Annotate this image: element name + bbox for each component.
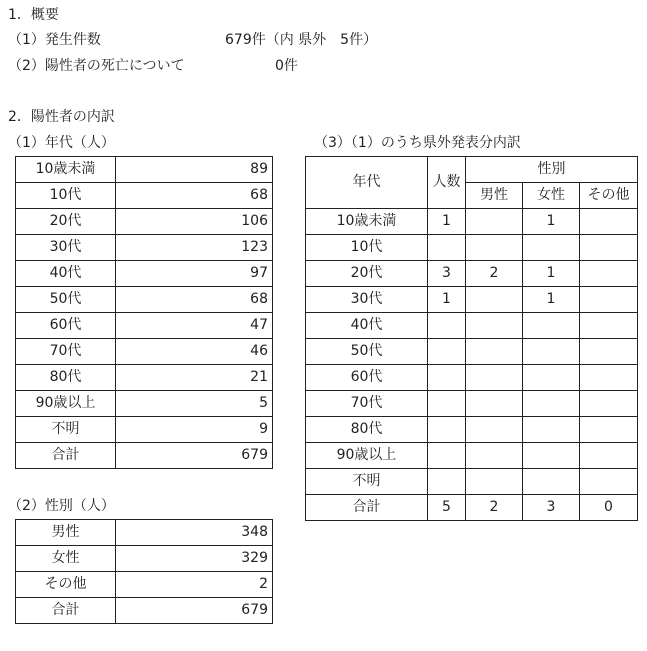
pref-cell-count (428, 391, 466, 417)
pref-row (306, 495, 638, 521)
pref-cell-count (428, 417, 466, 443)
age-row-label: 50代 (16, 287, 116, 313)
pref-header-other: その他 (580, 183, 638, 209)
pref-cell-male (466, 339, 523, 365)
pref-header-sex: 性別 (466, 157, 638, 183)
pref-cell-age: 10代 (306, 235, 428, 261)
sex-row (16, 572, 273, 598)
pref-cell-other (580, 469, 638, 495)
pref-cell-other (580, 443, 638, 469)
pref-cell-count: 3 (428, 261, 466, 287)
age-row-value: 68 (116, 183, 273, 209)
age-row-value: 5 (116, 391, 273, 417)
pref-row (306, 261, 638, 287)
pref-cell-female (523, 339, 580, 365)
pref-header-age: 年代 (306, 157, 428, 209)
pref-row (306, 443, 638, 469)
sex-row-value: 329 (116, 546, 273, 572)
pref-cell-age: 10歳未満 (306, 209, 428, 235)
pref-cell-other (580, 235, 638, 261)
age-row (16, 391, 273, 417)
case-count-value: 679件（内 県外 5件） (225, 32, 378, 48)
age-row-label: 不明 (16, 417, 116, 443)
pref-cell-count (428, 339, 466, 365)
age-row-label: 60代 (16, 313, 116, 339)
pref-row (306, 339, 638, 365)
pref-cell-age: 不明 (306, 469, 428, 495)
pref-cell-count (428, 313, 466, 339)
pref-cell-age: 30代 (306, 287, 428, 313)
sex-row (16, 598, 273, 624)
pref-cell-other: 0 (580, 495, 638, 521)
pref-cell-female (523, 391, 580, 417)
pref-cell-male (466, 365, 523, 391)
age-row-value: 106 (116, 209, 273, 235)
pref-cell-age: 70代 (306, 391, 428, 417)
pref-cell-female: 1 (523, 287, 580, 313)
pref-cell-age: 60代 (306, 365, 428, 391)
age-row-label: 80代 (16, 365, 116, 391)
pref-cell-female: 1 (523, 261, 580, 287)
age-row-label: 70代 (16, 339, 116, 365)
age-row-label: 10歳未満 (16, 157, 116, 183)
pref-cell-count: 5 (428, 495, 466, 521)
pref-row (306, 469, 638, 495)
pref-cell-male (466, 313, 523, 339)
age-row-value: 97 (116, 261, 273, 287)
pref-cell-count (428, 443, 466, 469)
age-row (16, 443, 273, 469)
age-row-value: 89 (116, 157, 273, 183)
age-row (16, 339, 273, 365)
pref-cell-age: 40代 (306, 313, 428, 339)
age-row (16, 417, 273, 443)
age-row (16, 261, 273, 287)
pref-cell-female (523, 313, 580, 339)
breakdown-heading: 2．陽性者の内訳 (8, 109, 115, 125)
pref-cell-male (466, 443, 523, 469)
age-row (16, 209, 273, 235)
age-row-value: 123 (116, 235, 273, 261)
pref-cell-age: 90歳以上 (306, 443, 428, 469)
sex-row-label: 女性 (16, 546, 116, 572)
pref-cell-age: 50代 (306, 339, 428, 365)
pref-cell-count (428, 235, 466, 261)
pref-cell-age: 合計 (306, 495, 428, 521)
pref-cell-age: 20代 (306, 261, 428, 287)
pref-cell-age: 80代 (306, 417, 428, 443)
pref-cell-male (466, 417, 523, 443)
death-label: （2）陽性者の死亡について (8, 58, 185, 74)
sex-row (16, 520, 273, 546)
sex-row-label: その他 (16, 572, 116, 598)
age-row-label: 40代 (16, 261, 116, 287)
pref-header-female: 女性 (523, 183, 580, 209)
pref-cell-other (580, 287, 638, 313)
pref-cell-count: 1 (428, 209, 466, 235)
pref-row (306, 417, 638, 443)
pref-cell-male (466, 391, 523, 417)
pref-cell-female (523, 235, 580, 261)
pref-row (306, 313, 638, 339)
age-row (16, 157, 273, 183)
age-row-label: 10代 (16, 183, 116, 209)
pref-header-male: 男性 (466, 183, 523, 209)
pref-row (306, 287, 638, 313)
pref-cell-female: 3 (523, 495, 580, 521)
age-table-title: （1）年代（人） (8, 135, 115, 151)
age-row (16, 287, 273, 313)
case-count-label: （1）発生件数 (8, 32, 101, 48)
pref-row (306, 391, 638, 417)
age-row-value: 46 (116, 339, 273, 365)
pref-cell-male (466, 469, 523, 495)
age-row-label: 20代 (16, 209, 116, 235)
pref-cell-other (580, 209, 638, 235)
sex-row-label: 合計 (16, 598, 116, 624)
overview-heading: 1．概要 (8, 7, 59, 23)
pref-cell-male (466, 209, 523, 235)
sex-row-value: 348 (116, 520, 273, 546)
pref-row (306, 209, 638, 235)
pref-cell-female (523, 365, 580, 391)
sex-table (15, 519, 273, 624)
pref-cell-other (580, 365, 638, 391)
pref-cell-female: 1 (523, 209, 580, 235)
pref-cell-count (428, 365, 466, 391)
age-row-value: 47 (116, 313, 273, 339)
pref-cell-other (580, 313, 638, 339)
sex-table-title: （2）性別（人） (8, 498, 115, 514)
sex-row-label: 男性 (16, 520, 116, 546)
age-table (15, 156, 273, 469)
age-row-label: 30代 (16, 235, 116, 261)
age-row-label: 合計 (16, 443, 116, 469)
age-row-value: 9 (116, 417, 273, 443)
pref-cell-count (428, 469, 466, 495)
pref-cell-other (580, 391, 638, 417)
age-row (16, 313, 273, 339)
pref-cell-other (580, 417, 638, 443)
pref-cell-female (523, 469, 580, 495)
pref-cell-male (466, 287, 523, 313)
pref-cell-count: 1 (428, 287, 466, 313)
pref-table-title: （3）（1）のうち県外発表分内訳 (314, 135, 521, 151)
death-value: 0件 (275, 58, 298, 74)
age-row (16, 365, 273, 391)
sex-row (16, 546, 273, 572)
sex-row-value: 679 (116, 598, 273, 624)
pref-outside-table (305, 156, 638, 521)
pref-cell-male: 2 (466, 495, 523, 521)
sex-row-value: 2 (116, 572, 273, 598)
age-row (16, 183, 273, 209)
age-row (16, 235, 273, 261)
age-row-value: 21 (116, 365, 273, 391)
pref-cell-female (523, 417, 580, 443)
pref-row (306, 365, 638, 391)
age-row-value: 679 (116, 443, 273, 469)
pref-cell-other (580, 261, 638, 287)
pref-header-count: 人数 (428, 157, 466, 209)
pref-cell-female (523, 443, 580, 469)
pref-row (306, 235, 638, 261)
age-row-value: 68 (116, 287, 273, 313)
pref-cell-male (466, 235, 523, 261)
pref-cell-male: 2 (466, 261, 523, 287)
age-row-label: 90歳以上 (16, 391, 116, 417)
pref-cell-other (580, 339, 638, 365)
